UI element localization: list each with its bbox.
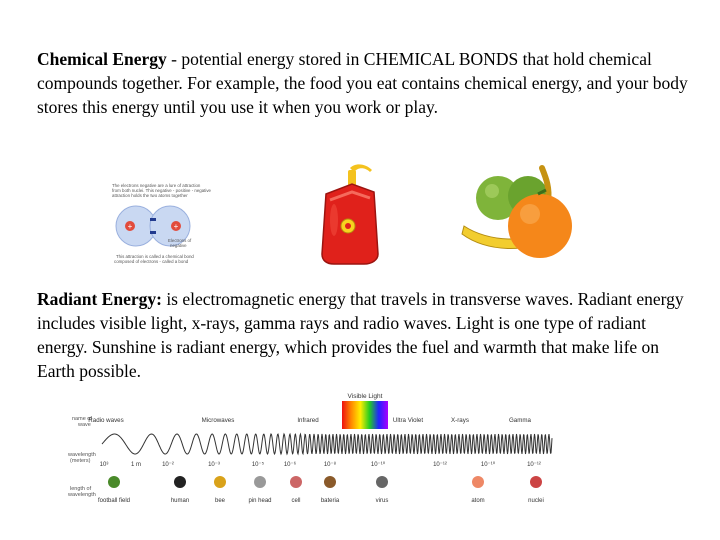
- length-label: length of wavelength: [68, 486, 96, 498]
- name-of-wave-label: name of wave: [72, 416, 92, 428]
- positive-right: +: [173, 222, 179, 231]
- wavelength-tick: 10⁻⁵: [251, 462, 265, 468]
- chemical-energy-text: - potential energy stored in CHEMICAL BONDS that hold chemical compounds together. For example, the food you eat contains chemical energy, and your body stores this energy until you use it when you work or play.: [37, 49, 688, 117]
- visible-light-band: [342, 401, 388, 429]
- object-icon: [530, 476, 542, 488]
- object-label: nuclei: [528, 498, 544, 504]
- band-label: Ultra Violet: [392, 417, 424, 424]
- object-icon: [254, 476, 266, 488]
- bond-caption-bottom: This attraction is called a chemical bond composed of electrons - called a bond: [114, 254, 194, 264]
- object-label: pin head: [248, 498, 272, 504]
- band-label: Radio waves: [88, 417, 124, 424]
- object-label: human: [170, 498, 190, 504]
- wavelength-tick: 10⁻¹⁰: [480, 462, 496, 468]
- band-label: X-rays: [451, 417, 469, 424]
- object-icon: [324, 476, 336, 488]
- wavelength-tick: 10⁻⁶: [283, 462, 297, 468]
- chemical-energy-paragraph: [37, 47, 697, 119]
- wavelength-tick: 10⁻¹²: [433, 462, 447, 468]
- chemical-bond-diagram: [108, 178, 220, 270]
- gas-can-image: [312, 160, 394, 272]
- wavelength-label: wavelength (meters): [68, 452, 96, 464]
- visible-light-label: Visible Light: [347, 393, 383, 400]
- wave-line: [102, 434, 552, 454]
- wavelength-tick: 10⁻¹⁰: [370, 462, 386, 468]
- object-icon: [108, 476, 120, 488]
- wavelength-tick: 10⁻⁸: [323, 462, 337, 468]
- electron-top-icon: [150, 218, 156, 221]
- object-icon: [290, 476, 302, 488]
- object-label: football field: [97, 498, 131, 504]
- bond-caption-top: The electrons negative are a lure of attraction from both nuclei. This negative - positive - negative attraction holds the two atoms together: [112, 183, 212, 198]
- object-label: virus: [375, 498, 389, 504]
- orange-icon: [508, 194, 572, 258]
- chemical-energy-heading: Chemical Energy: [37, 49, 167, 69]
- em-spectrum-diagram: [68, 392, 554, 508]
- electrons-label: Electrons of negative: [168, 238, 192, 248]
- radiant-energy-paragraph: [37, 287, 697, 383]
- object-icon: [214, 476, 226, 488]
- positive-left: +: [127, 222, 133, 231]
- band-label: Microwaves: [201, 417, 235, 424]
- fruit-image: [458, 158, 584, 270]
- object-label: atom: [471, 498, 485, 504]
- wavelength-tick: 10⁻³: [208, 462, 220, 468]
- wavelength-tick: 10³: [99, 462, 109, 468]
- wavelength-tick: 1 m: [130, 462, 142, 468]
- object-label: bateria: [320, 498, 340, 504]
- object-icon: [376, 476, 388, 488]
- radiant-energy-heading: Radiant Energy:: [37, 289, 162, 309]
- band-label: Infrared: [297, 417, 319, 424]
- band-label: Gamma: [508, 417, 532, 424]
- object-icon: [472, 476, 484, 488]
- object-label: cell: [291, 498, 301, 504]
- radiant-energy-text: is electromagnetic energy that travels in transverse waves. Radiant energy includes visible light, x-rays, gamma rays and radio waves. Light is one type of radiant energy. Sunshine is radiant energy, which provides the fuel and warmth that make life on Earth possible.: [37, 289, 684, 381]
- electron-bottom-icon: [150, 231, 156, 234]
- object-label: bee: [214, 498, 226, 504]
- object-icon: [174, 476, 186, 488]
- wavelength-tick: 10⁻¹²: [527, 462, 541, 468]
- wavelength-tick: 10⁻²: [162, 462, 174, 468]
